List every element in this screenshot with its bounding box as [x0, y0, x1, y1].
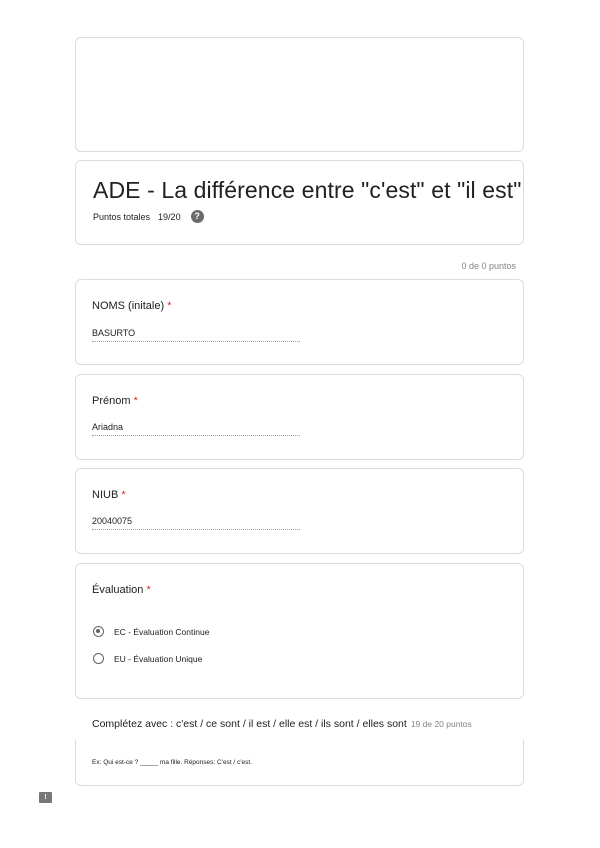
- help-icon[interactable]: ?: [191, 210, 204, 223]
- header-image-card: [75, 37, 524, 152]
- example-text: Ex: Qui est-ce ? _____ ma fille. Réponses: C'est / c'est.: [92, 759, 252, 766]
- answer-prenom[interactable]: Ariadna: [92, 422, 300, 436]
- question-card-evaluation: [75, 563, 524, 699]
- feedback-icon[interactable]: !: [39, 792, 52, 803]
- radio-option-label: EC - Évaluation Continue: [114, 626, 210, 637]
- question-card-niub: [75, 468, 524, 554]
- radio-option-ec[interactable]: [93, 626, 209, 637]
- question-label-text: NIUB: [92, 489, 119, 501]
- question-card-prenom: [75, 374, 524, 460]
- answer-noms[interactable]: BASURTO: [92, 328, 300, 342]
- required-asterisk: *: [146, 584, 151, 596]
- section-points: 0 de 0 puntos: [461, 261, 516, 271]
- section-title: [92, 718, 472, 730]
- required-asterisk: *: [121, 489, 126, 501]
- question-label: [92, 489, 126, 501]
- radio-checked-icon[interactable]: [93, 626, 104, 637]
- question-label-text: Évaluation: [92, 584, 144, 596]
- form-title-card: [75, 160, 524, 245]
- question-label: [92, 395, 138, 407]
- question-card-noms: [75, 279, 524, 365]
- radio-unchecked-icon[interactable]: [93, 653, 104, 664]
- radio-option-label: EU - Évaluation Unique: [114, 653, 203, 664]
- required-asterisk: *: [133, 395, 138, 407]
- example-card: [75, 740, 524, 786]
- section-points-score: 19 de 20 puntos: [410, 719, 472, 729]
- total-score-row: [93, 210, 204, 223]
- question-label-text: NOMS (initale): [92, 300, 165, 312]
- answer-niub[interactable]: 20040075: [92, 516, 300, 530]
- total-score: 19/20: [158, 211, 181, 222]
- question-label-text: Prénom: [92, 395, 131, 407]
- question-label: [92, 584, 151, 596]
- form-title: ADE - La différence entre "c'est" et "il est": [93, 177, 522, 203]
- question-label: [92, 300, 171, 312]
- required-asterisk: *: [167, 300, 172, 312]
- radio-option-eu[interactable]: [93, 653, 202, 664]
- section-title-text: Complétez avec : c'est / ce sont / il est / elle est / ils sont / elles sont: [92, 718, 407, 730]
- total-label: Puntos totales: [93, 211, 151, 222]
